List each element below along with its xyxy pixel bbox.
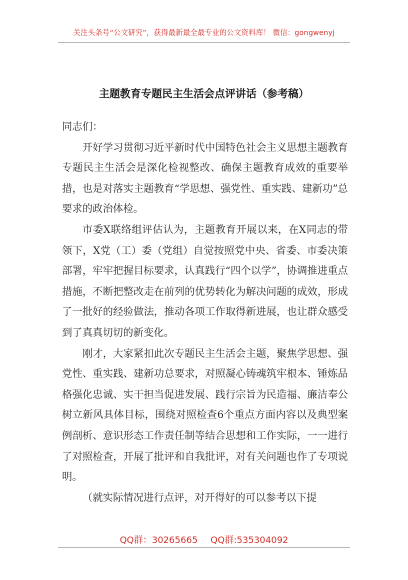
footer-qq-group-1: QQ群：30265665 bbox=[119, 536, 198, 546]
footer-divider bbox=[58, 547, 350, 548]
paragraph-3: 刚才，大家紧扣此次专题民主生活会主题，聚焦学思想、强党性、重实践、建新功总要求，对照凝心铸魂筑牢根本、锤炼品格强化忠诚、实干担当促进发展、践行宗旨为民造福、廉洁奉公树立新风具体目标，围绕对照检查6个重点方面内容以及典型案例剖析、意识形态工作责任制等结合思想和工作实际，一一进行了对照检查，开展了批评和自我批评，对有关问题也作了专项说明。 bbox=[62, 348, 348, 484]
paragraph-4: （就实际情况进行点评，对开得好的可以参考以下提 bbox=[82, 492, 317, 504]
header-banner: 关注头条号“公文研究”，获得最新最全最专业的公文资料库！ 微信：gongwenyj bbox=[73, 28, 335, 37]
document-title: 主题教育专题民主生活会点评讲话（参考稿） bbox=[99, 88, 309, 100]
paragraph-1: 开好学习贯彻习近平新时代中国特色社会主义思想主题教育专题民主生活会是深化检视整改、确保主题教育成效的重要举措，也是对落实主题教育“学思想、强党性、重实践、建新功”总要求的政治体检。 bbox=[62, 142, 348, 216]
footer-contact bbox=[0, 533, 408, 546]
paragraph-2: 市委X联络组评估认为，主题教育开展以来，在X同志的带领下，X党（工）委（党组）自觉按照党中央、省委、市委决策部署，牢牢把握目标要求，认真践行“四个以学”，协调推进重点措施，不断把整改走在前列的优势转化为解决问题的成效，形成了一批好的经验做法，推动各项工作取得新进展，也让群众感受到了真真切切的新变化。 bbox=[62, 224, 348, 339]
document-body bbox=[62, 118, 348, 509]
footer-qq-group-2: QQ群:535304092 bbox=[210, 536, 289, 546]
header-divider bbox=[58, 42, 350, 43]
salutation: 同志们： bbox=[62, 122, 103, 133]
